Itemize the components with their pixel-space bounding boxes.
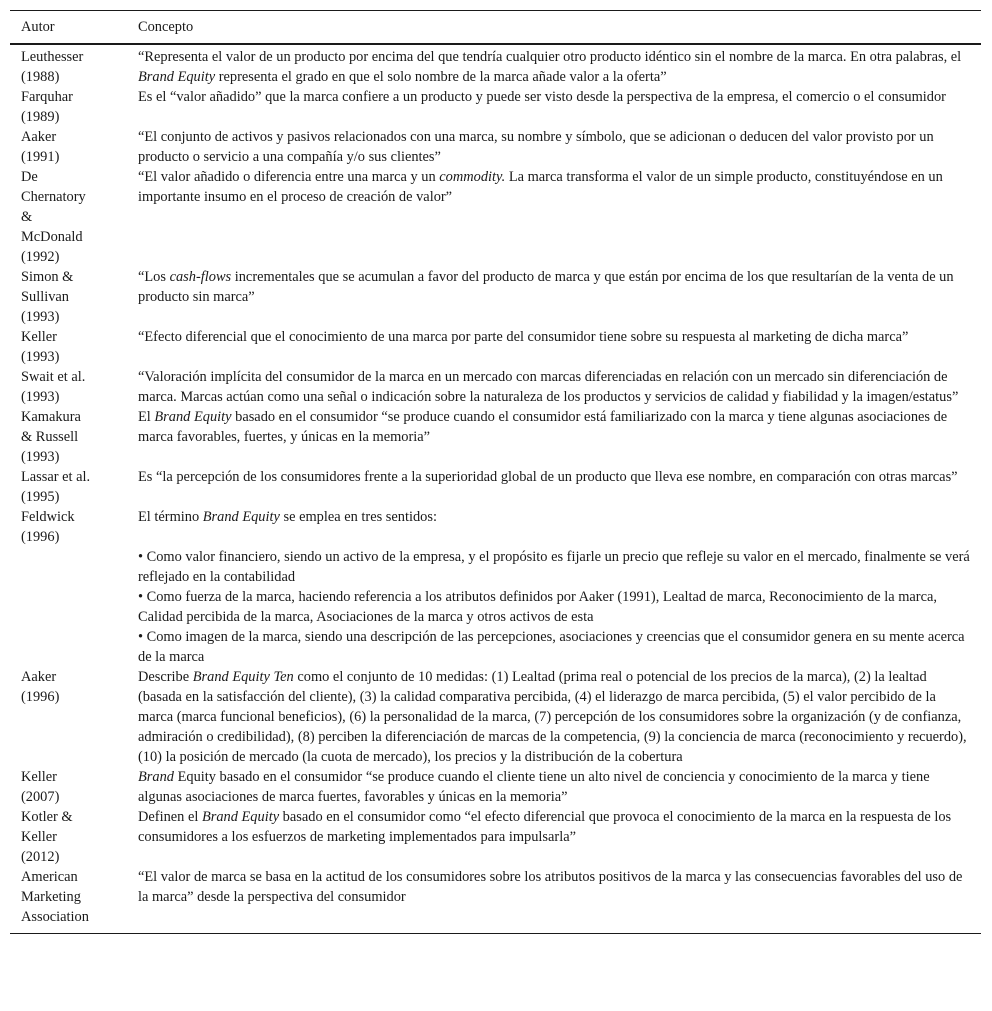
autor-line: Aaker bbox=[21, 669, 57, 685]
concepto-text: • Como fuerza de la marca, haciendo referencia a los atributos definidos por Aaker (1991), Lealtad de marca, Reconocimiento de la marca, Calidad percibida de la marca, Asociaciones de la marca y otros activos de esta bbox=[138, 589, 937, 625]
concepto-cell bbox=[138, 807, 981, 867]
concepto-text: se emplea en tres sentidos: bbox=[279, 509, 437, 525]
concepto-paragraph bbox=[138, 587, 973, 627]
concepto-cell bbox=[138, 127, 981, 167]
concepto-text: • Como valor financiero, siendo un activo de la empresa, y el propósito es fijarle un precio que refleje su valor en el mercado, finalmente se verá reflejado en la contabilidad bbox=[138, 549, 970, 585]
concepto-italic-text: commodity. bbox=[439, 169, 506, 185]
table-row bbox=[10, 87, 981, 127]
concepto-text: Definen el bbox=[138, 809, 202, 825]
concepto-italic-text: Brand Equity bbox=[201, 809, 280, 825]
table-row bbox=[10, 367, 981, 407]
autor-line: Lassar et al. bbox=[21, 469, 91, 485]
concepto-text: El término bbox=[138, 509, 203, 525]
autor-line: Aaker bbox=[21, 129, 57, 145]
autor-cell bbox=[10, 807, 138, 867]
autor-cell bbox=[10, 87, 138, 127]
table-row bbox=[10, 667, 981, 767]
header-concepto: Concepto bbox=[138, 19, 194, 35]
table-header bbox=[10, 11, 981, 45]
autor-line: De bbox=[21, 169, 38, 185]
concepto-text: “El valor añadido o diferencia entre una marca y un bbox=[138, 169, 440, 185]
concepto-italic-text: Brand Equity bbox=[202, 509, 280, 525]
concepto-paragraph bbox=[138, 47, 973, 87]
concepto-text: “El valor de marca se basa en la actitud de los consumidores sobre los atributos positivos de la marca y las consecuencias favorables del uso de la marca” desde la perspectiva del consumidor bbox=[138, 869, 963, 905]
autor-line: Kamakura bbox=[21, 409, 81, 425]
autor-line: (1996) bbox=[21, 689, 60, 705]
concepto-text: El bbox=[138, 409, 155, 425]
concepto-italic-text: Brand Equity Ten bbox=[192, 669, 294, 685]
autor-line: (1991) bbox=[21, 149, 60, 165]
concepto-text: basado en el consumidor “se produce cuando el consumidor está familiarizado con la marca y tiene algunas asociaciones de marca favorables, fuertes, y únicas en la memoria” bbox=[138, 409, 948, 445]
concepto-paragraph bbox=[138, 627, 973, 667]
autor-line: (1996) bbox=[21, 529, 60, 545]
concepto-text: como el conjunto de 10 medidas: (1) Lealtad (prima real o potencial de los precios de la marca), (2) la lealtad (basada en la satisfacción del cliente), (3) la calidad comparativa percibida, (4) el liderazgo de marca percibida, (5) el valor percibido de la marca (marca funcional beneficios), (6) la personalidad de la marca, (7) percepción de los consumidores sobre la organización (y de confianza, admiración o credibilidad), (8) perciben la diferenciación de marcas de la competencia, (9) la conciencia de marca (reconocimiento y recuerdo), (10) la posición de mercado (la cuota de mercado), los precios y la distribución de la cobertura bbox=[138, 669, 967, 765]
table-row bbox=[10, 407, 981, 467]
autor-line: Farquhar bbox=[21, 89, 73, 105]
concepto-paragraph bbox=[138, 547, 973, 587]
autor-cell bbox=[10, 367, 138, 407]
concepto-paragraph bbox=[138, 327, 973, 347]
concepto-italic-text: Brand Equity bbox=[138, 69, 216, 85]
concepto-paragraph bbox=[138, 407, 973, 447]
autor-line: & Russell bbox=[21, 429, 79, 445]
concepto-cell bbox=[138, 327, 981, 367]
concepto-spacer bbox=[138, 527, 973, 547]
concepto-italic-text: cash-flows bbox=[169, 269, 232, 285]
concepto-text: incrementales que se acumulan a favor del producto de marca y que están por encima de los que resultarían de la venta de un producto sin marca” bbox=[138, 269, 954, 305]
concepto-paragraph bbox=[138, 507, 973, 527]
autor-line: Keller bbox=[21, 829, 57, 845]
table-row bbox=[10, 507, 981, 667]
autor-line: Sullivan bbox=[21, 289, 69, 305]
concepto-cell bbox=[138, 167, 981, 267]
concepto-paragraph bbox=[138, 667, 973, 767]
concepto-paragraph bbox=[138, 267, 973, 307]
concepto-cell bbox=[138, 367, 981, 407]
header-row bbox=[10, 11, 981, 45]
autor-line: Keller bbox=[21, 769, 57, 785]
concepto-text: Equity basado en el consumidor “se produce cuando el cliente tiene un alto nivel de conciencia y conocimiento de la marca y tiene algunas asociaciones de marca fuertes, favorables y únicas en la memoria” bbox=[138, 769, 930, 805]
table-body bbox=[10, 44, 981, 934]
autor-line: Marketing bbox=[21, 889, 81, 905]
autor-line: Chernatory bbox=[21, 189, 86, 205]
concepto-text: La marca transforma el valor de un simple producto, constituyéndose en un importante insumo en el proceso de creación de valor” bbox=[138, 169, 943, 205]
concepto-text: “Efecto diferencial que el conocimiento de una marca por parte del consumidor tiene sobre su respuesta al marketing de dicha marca” bbox=[138, 329, 909, 345]
autor-line: Leuthesser bbox=[21, 49, 84, 65]
concepto-cell bbox=[138, 767, 981, 807]
autor-cell bbox=[10, 127, 138, 167]
autor-line: Swait et al. bbox=[21, 369, 86, 385]
autor-cell bbox=[10, 267, 138, 327]
autor-line: (1993) bbox=[21, 349, 60, 365]
concepto-paragraph bbox=[138, 807, 973, 847]
concepto-cell bbox=[138, 44, 981, 87]
concepto-text: “Valoración implícita del consumidor de la marca en un mercado con marcas diferenciadas en relación con un mercado sin diferenciación de marca. Marcas actúan como una señal o indicación sobre la naturaleza de los productos y servicios de calidad y fiabilidad y la imagen/estatus” bbox=[138, 369, 959, 405]
brand-equity-table bbox=[10, 10, 981, 934]
concepto-italic-text: Brand bbox=[138, 769, 174, 785]
table-row bbox=[10, 267, 981, 327]
concepto-cell bbox=[138, 467, 981, 507]
concepto-text: “Los bbox=[138, 269, 170, 285]
concepto-cell bbox=[138, 407, 981, 467]
table-row bbox=[10, 867, 981, 934]
autor-line: (2012) bbox=[21, 849, 60, 865]
autor-line: (1988) bbox=[21, 69, 60, 85]
table-row bbox=[10, 467, 981, 507]
autor-cell bbox=[10, 327, 138, 367]
autor-cell bbox=[10, 407, 138, 467]
autor-line: (1993) bbox=[21, 449, 60, 465]
concepto-italic-text: Brand Equity bbox=[154, 409, 232, 425]
autor-line: McDonald bbox=[21, 229, 83, 245]
concepto-text: Es “la percepción de los consumidores frente a la superioridad global de un producto que lleva ese nombre, en comparación con otras marcas” bbox=[138, 469, 958, 485]
autor-line: (1993) bbox=[21, 389, 60, 405]
concepto-paragraph bbox=[138, 367, 973, 407]
concepto-text: Describe bbox=[138, 669, 193, 685]
table-row bbox=[10, 167, 981, 267]
concepto-text: basado en el consumidor como “el efecto diferencial que provoca el conocimiento de la marca en la respuesta de los consumidores a los esfuerzos de marketing implementados para impulsarla” bbox=[138, 809, 952, 845]
autor-cell bbox=[10, 507, 138, 667]
autor-line: American bbox=[21, 869, 78, 885]
autor-cell bbox=[10, 767, 138, 807]
autor-cell bbox=[10, 167, 138, 267]
autor-line: Association bbox=[21, 909, 89, 925]
table-row bbox=[10, 327, 981, 367]
autor-line: Kotler & bbox=[21, 809, 73, 825]
concepto-cell bbox=[138, 507, 981, 667]
concepto-text: representa el grado en que el solo nombre de la marca añade valor a la oferta” bbox=[215, 69, 667, 85]
autor-line: & bbox=[21, 209, 33, 225]
concepto-paragraph bbox=[138, 127, 973, 167]
autor-line: (1989) bbox=[21, 109, 60, 125]
table-row bbox=[10, 767, 981, 807]
autor-line: (2007) bbox=[21, 789, 60, 805]
autor-line: Keller bbox=[21, 329, 57, 345]
autor-line: (1992) bbox=[21, 249, 60, 265]
concepto-paragraph bbox=[138, 87, 973, 107]
table-row bbox=[10, 807, 981, 867]
autor-cell bbox=[10, 467, 138, 507]
concepto-cell bbox=[138, 667, 981, 767]
autor-line: (1993) bbox=[21, 309, 60, 325]
table-row bbox=[10, 44, 981, 87]
concepto-paragraph bbox=[138, 167, 973, 207]
concepto-cell bbox=[138, 267, 981, 327]
concepto-cell bbox=[138, 87, 981, 127]
autor-cell bbox=[10, 667, 138, 767]
brand-equity-table-container bbox=[10, 10, 981, 934]
concepto-paragraph bbox=[138, 767, 973, 807]
autor-line: Feldwick bbox=[21, 509, 75, 525]
header-autor: Autor bbox=[21, 19, 55, 35]
concepto-paragraph bbox=[138, 467, 973, 487]
concepto-text: “El conjunto de activos y pasivos relacionados con una marca, su nombre y símbolo, que se adicionan o deducen del valor provisto por un producto o servicio a una compañía y/o sus clientes” bbox=[138, 129, 934, 165]
table-row bbox=[10, 127, 981, 167]
concepto-cell bbox=[138, 867, 981, 934]
concepto-text: “Representa el valor de un producto por encima del que tendría cualquier otro producto idéntico sin el nombre de la marca. En otra palabras, el bbox=[138, 49, 962, 65]
concepto-text: Es el “valor añadido” que la marca confiere a un producto y puede ser visto desde la perspectiva de la empresa, el comercio o el consumidor bbox=[138, 89, 946, 105]
autor-line: Simon & bbox=[21, 269, 74, 285]
concepto-text: • Como imagen de la marca, siendo una descripción de las percepciones, asociaciones y creencias que el consumidor genera en su mente acerca de la marca bbox=[138, 629, 965, 665]
autor-line: (1995) bbox=[21, 489, 60, 505]
autor-cell bbox=[10, 44, 138, 87]
concepto-paragraph bbox=[138, 867, 973, 907]
autor-cell bbox=[10, 867, 138, 934]
